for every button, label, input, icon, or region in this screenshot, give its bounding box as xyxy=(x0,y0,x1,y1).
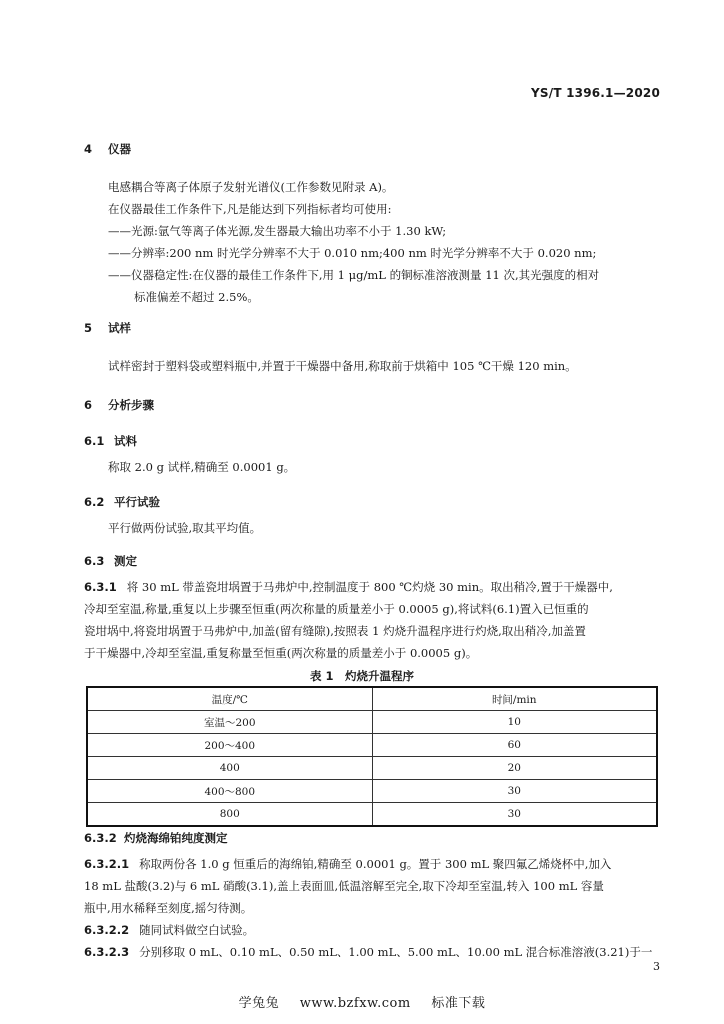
section-number: 6 xyxy=(84,398,93,412)
clause-number: 6.3.2.2 xyxy=(84,923,130,937)
section-6-1-body xyxy=(108,456,660,478)
table-cell: 30 xyxy=(372,803,657,827)
table-cell: 30 xyxy=(372,780,657,803)
table-title: 表 1 灼烧升温程序 xyxy=(309,669,414,683)
section-number: 6.3 xyxy=(84,554,105,568)
paragraph-line: ——光源:氩气等离子体光源,发生器最大输出功率不小于 1.30 kW; xyxy=(108,224,447,238)
section-title: 试样 xyxy=(108,321,131,335)
paragraph-line: 电感耦合等离子体原子发射光谱仪(工作参数见附录 A)。 xyxy=(108,180,394,194)
table-cell: 800 xyxy=(87,803,372,827)
section-4-heading xyxy=(84,141,131,157)
table-cell: 室温～200 xyxy=(87,711,372,734)
section-title: 平行试验 xyxy=(114,495,160,509)
table-row xyxy=(87,803,657,827)
table-cell: 200～400 xyxy=(87,734,372,757)
paragraph-line: 称取 2.0 g 试样,精确至 0.0001 g。 xyxy=(108,460,296,474)
section-title: 测定 xyxy=(114,554,137,568)
footer-url[interactable]: www.bzfxw.com xyxy=(299,996,411,1011)
table-row xyxy=(87,734,657,757)
section-6-3-2-body xyxy=(84,853,660,963)
clause-number: 6.3.1 xyxy=(84,580,117,594)
table-cell: 400～800 xyxy=(87,780,372,803)
section-number: 5 xyxy=(84,321,93,335)
column-header-time: 时间/min xyxy=(372,687,657,711)
standard-number: YS/T 1396.1—2020 xyxy=(531,86,660,100)
section-6-3-1-body xyxy=(84,576,660,664)
paragraph-line: 于干燥器中,冷却至室温,重复称量至恒重(两次称量的质量差小于 0.0005 g)。 xyxy=(84,646,478,660)
paragraph-line: 将 30 mL 带盖瓷坩埚置于马弗炉中,控制温度于 800 ℃灼烧 30 min。取出稍冷,置于干燥器中, xyxy=(126,580,613,594)
table-cell: 20 xyxy=(372,757,657,780)
paragraph-line: 瓷坩埚中,将瓷坩埚置于马弗炉中,加盖(留有缝隙),按照表 1 灼烧升温程序进行灼烧,取出稍冷,加盖置 xyxy=(84,624,586,638)
section-6-3-2-heading xyxy=(84,830,228,846)
section-6-2-heading xyxy=(84,494,160,510)
section-title: 试料 xyxy=(114,434,137,448)
table-cell: 10 xyxy=(372,711,657,734)
section-title: 灼烧海绵铂纯度测定 xyxy=(124,831,228,845)
page-number: 3 xyxy=(653,960,660,973)
section-6-2-body xyxy=(108,517,660,539)
section-4-body xyxy=(108,176,660,308)
column-header-temperature: 温度/℃ xyxy=(87,687,372,711)
section-number: 6.3.2 xyxy=(84,831,117,845)
section-5-body xyxy=(108,355,660,377)
section-number: 6.2 xyxy=(84,495,105,509)
section-6-1-heading xyxy=(84,433,137,449)
paragraph-line: 平行做两份试验,取其平均值。 xyxy=(108,521,262,535)
paragraph-line: 标准偏差不超过 2.5%。 xyxy=(134,290,259,304)
section-number: 6.1 xyxy=(84,434,105,448)
paragraph-line: 分别移取 0 mL、0.10 mL、0.50 mL、1.00 mL、5.00 mL、10.00 mL 混合标准溶液(3.21)于一 xyxy=(139,945,653,959)
clause-number: 6.3.2.3 xyxy=(84,945,130,959)
section-6-heading xyxy=(84,397,154,413)
section-title: 仪器 xyxy=(108,142,131,156)
clause-number: 6.3.2.1 xyxy=(84,857,130,871)
paragraph-line: 瓶中,用水稀释至刻度,摇匀待测。 xyxy=(84,901,253,915)
section-5-heading xyxy=(84,320,131,336)
paragraph-line: 随同试料做空白试验。 xyxy=(139,923,255,937)
firing-program-table xyxy=(86,686,658,827)
table-cell: 400 xyxy=(87,757,372,780)
footer-tagline: 标准下载 xyxy=(431,996,486,1011)
paragraph-line: 18 mL 盐酸(3.2)与 6 mL 硝酸(3.1),盖上表面皿,低温溶解至完全,取下冷却至室温,转入 100 mL 容量 xyxy=(84,879,604,893)
section-title: 分析步骤 xyxy=(108,398,154,412)
paragraph-line: 在仪器最佳工作条件下,凡是能达到下列指标者均可使用: xyxy=(108,202,392,216)
table-header-row xyxy=(87,687,657,711)
paragraph-line: 冷却至室温,称量,重复以上步骤至恒重(两次称量的质量差小于 0.0005 g),将试料(6.1)置入已恒重的 xyxy=(84,602,589,616)
section-number: 4 xyxy=(84,142,93,156)
footer-site-name: 学兔兔 xyxy=(238,996,280,1011)
paragraph-line: ——分辨率:200 nm 时光学分辨率不大于 0.010 nm;400 nm 时光学分辨率不大于 0.020 nm; xyxy=(108,246,597,260)
table-cell: 60 xyxy=(372,734,657,757)
paragraph-line: 称取两份各 1.0 g 恒重后的海绵铂,精确至 0.0001 g。置于 300 mL 聚四氟乙烯烧杯中,加入 xyxy=(139,857,612,871)
table-row xyxy=(87,780,657,803)
paragraph-line: ——仪器稳定性:在仪器的最佳工作条件下,用 1 μg/mL 的铜标准溶液测量 11 次,其光强度的相对 xyxy=(108,268,600,282)
table-row xyxy=(87,757,657,780)
footer-watermark xyxy=(0,992,724,1011)
section-6-3-heading xyxy=(84,553,137,569)
paragraph-line: 试样密封于塑料袋或塑料瓶中,并置于干燥器中备用,称取前于烘箱中 105 ℃干燥 120 min。 xyxy=(108,359,577,373)
table-row xyxy=(87,711,657,734)
